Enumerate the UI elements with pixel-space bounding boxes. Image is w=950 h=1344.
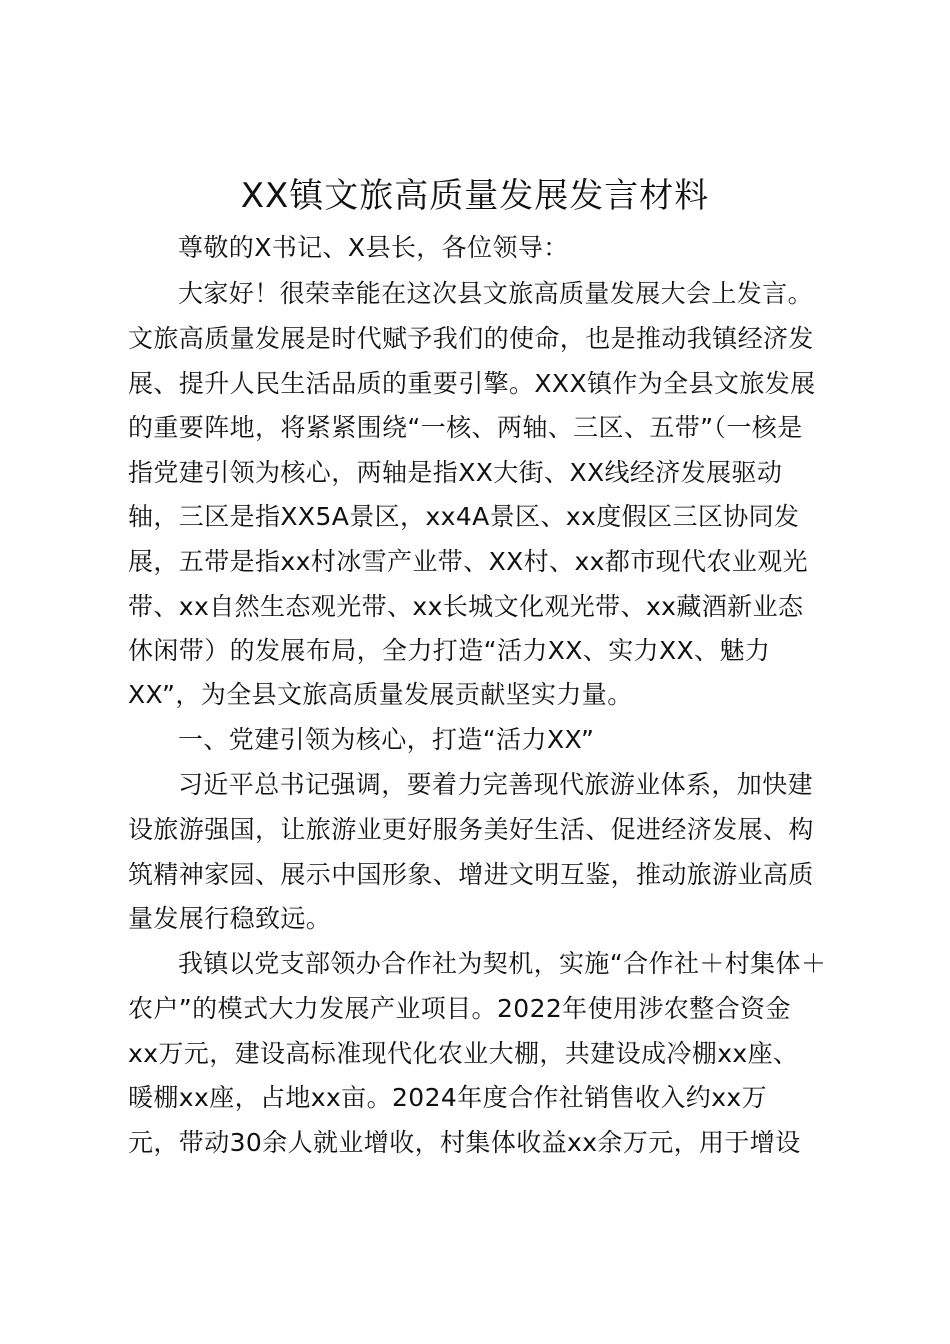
section-heading: 一、党建引领为核心，打造“活力XX” (178, 725, 595, 754)
body-line: 量发展行稳致远。 (128, 904, 332, 933)
body-line: 文旅高质量发展是时代赋予我们的使命，也是推动我镇经济发 (128, 324, 814, 353)
body-line: 带、xx自然生态观光带、xx长城文化观光带、xx藏酒新业态 (128, 592, 804, 621)
body-line: XX”，为全县文旅高质量发展贡献坚实力量。 (128, 680, 633, 709)
body-line: 展，五带是指xx村冰雪产业带、XX村、xx都市现代农业观光 (128, 547, 809, 576)
body-line: 筑精神家园、展示中国形象、增进文明互鉴，推动旅游业高质 (128, 860, 814, 889)
body-line: 大家好！很荣幸能在这次县文旅高质量发展大会上发言。 (178, 279, 814, 308)
body-line: 暖棚xx座，占地xx亩。2024年度合作社销售收入约xx万 (128, 1083, 767, 1112)
body-line: 休闲带）的发展布局，全力打造“活力XX、实力XX、魅力 (128, 636, 771, 665)
salutation-line: 尊敬的X书记、X县长，各位领导： (178, 233, 569, 262)
body-line: 我镇以党支部领办合作社为契机，实施“合作社＋村集体＋ (178, 949, 827, 978)
body-line: 指党建引领为核心，两轴是指XX大街、XX线经济发展驱动 (128, 458, 783, 487)
body-line: xx万元，建设高标准现代化农业大棚，共建设成冷棚xx座、 (128, 1039, 799, 1068)
document-title: XX镇文旅高质量发展发言材料 (240, 176, 710, 216)
body-line: 习近平总书记强调，要着力完善现代旅游业体系，加快建 (178, 770, 814, 799)
body-line: 元，带动30余人就业增收，村集体收益xx余万元，用于增设 (128, 1128, 801, 1157)
body-line: 农户”的模式大力发展产业项目。2022年使用涉农整合资金 (128, 994, 791, 1023)
body-line: 的重要阵地，将紧紧围绕“一核、两轴、三区、五带”（一核是 (128, 413, 803, 442)
body-line: 展、提升人民生活品质的重要引擎。XXX镇作为全县文旅发展 (128, 369, 816, 398)
body-line: 设旅游强国，让旅游业更好服务美好生活、促进经济发展、构 (128, 815, 814, 844)
body-line: 轴，三区是指XX5A景区，xx4A景区、xx度假区三区协同发 (128, 502, 800, 531)
